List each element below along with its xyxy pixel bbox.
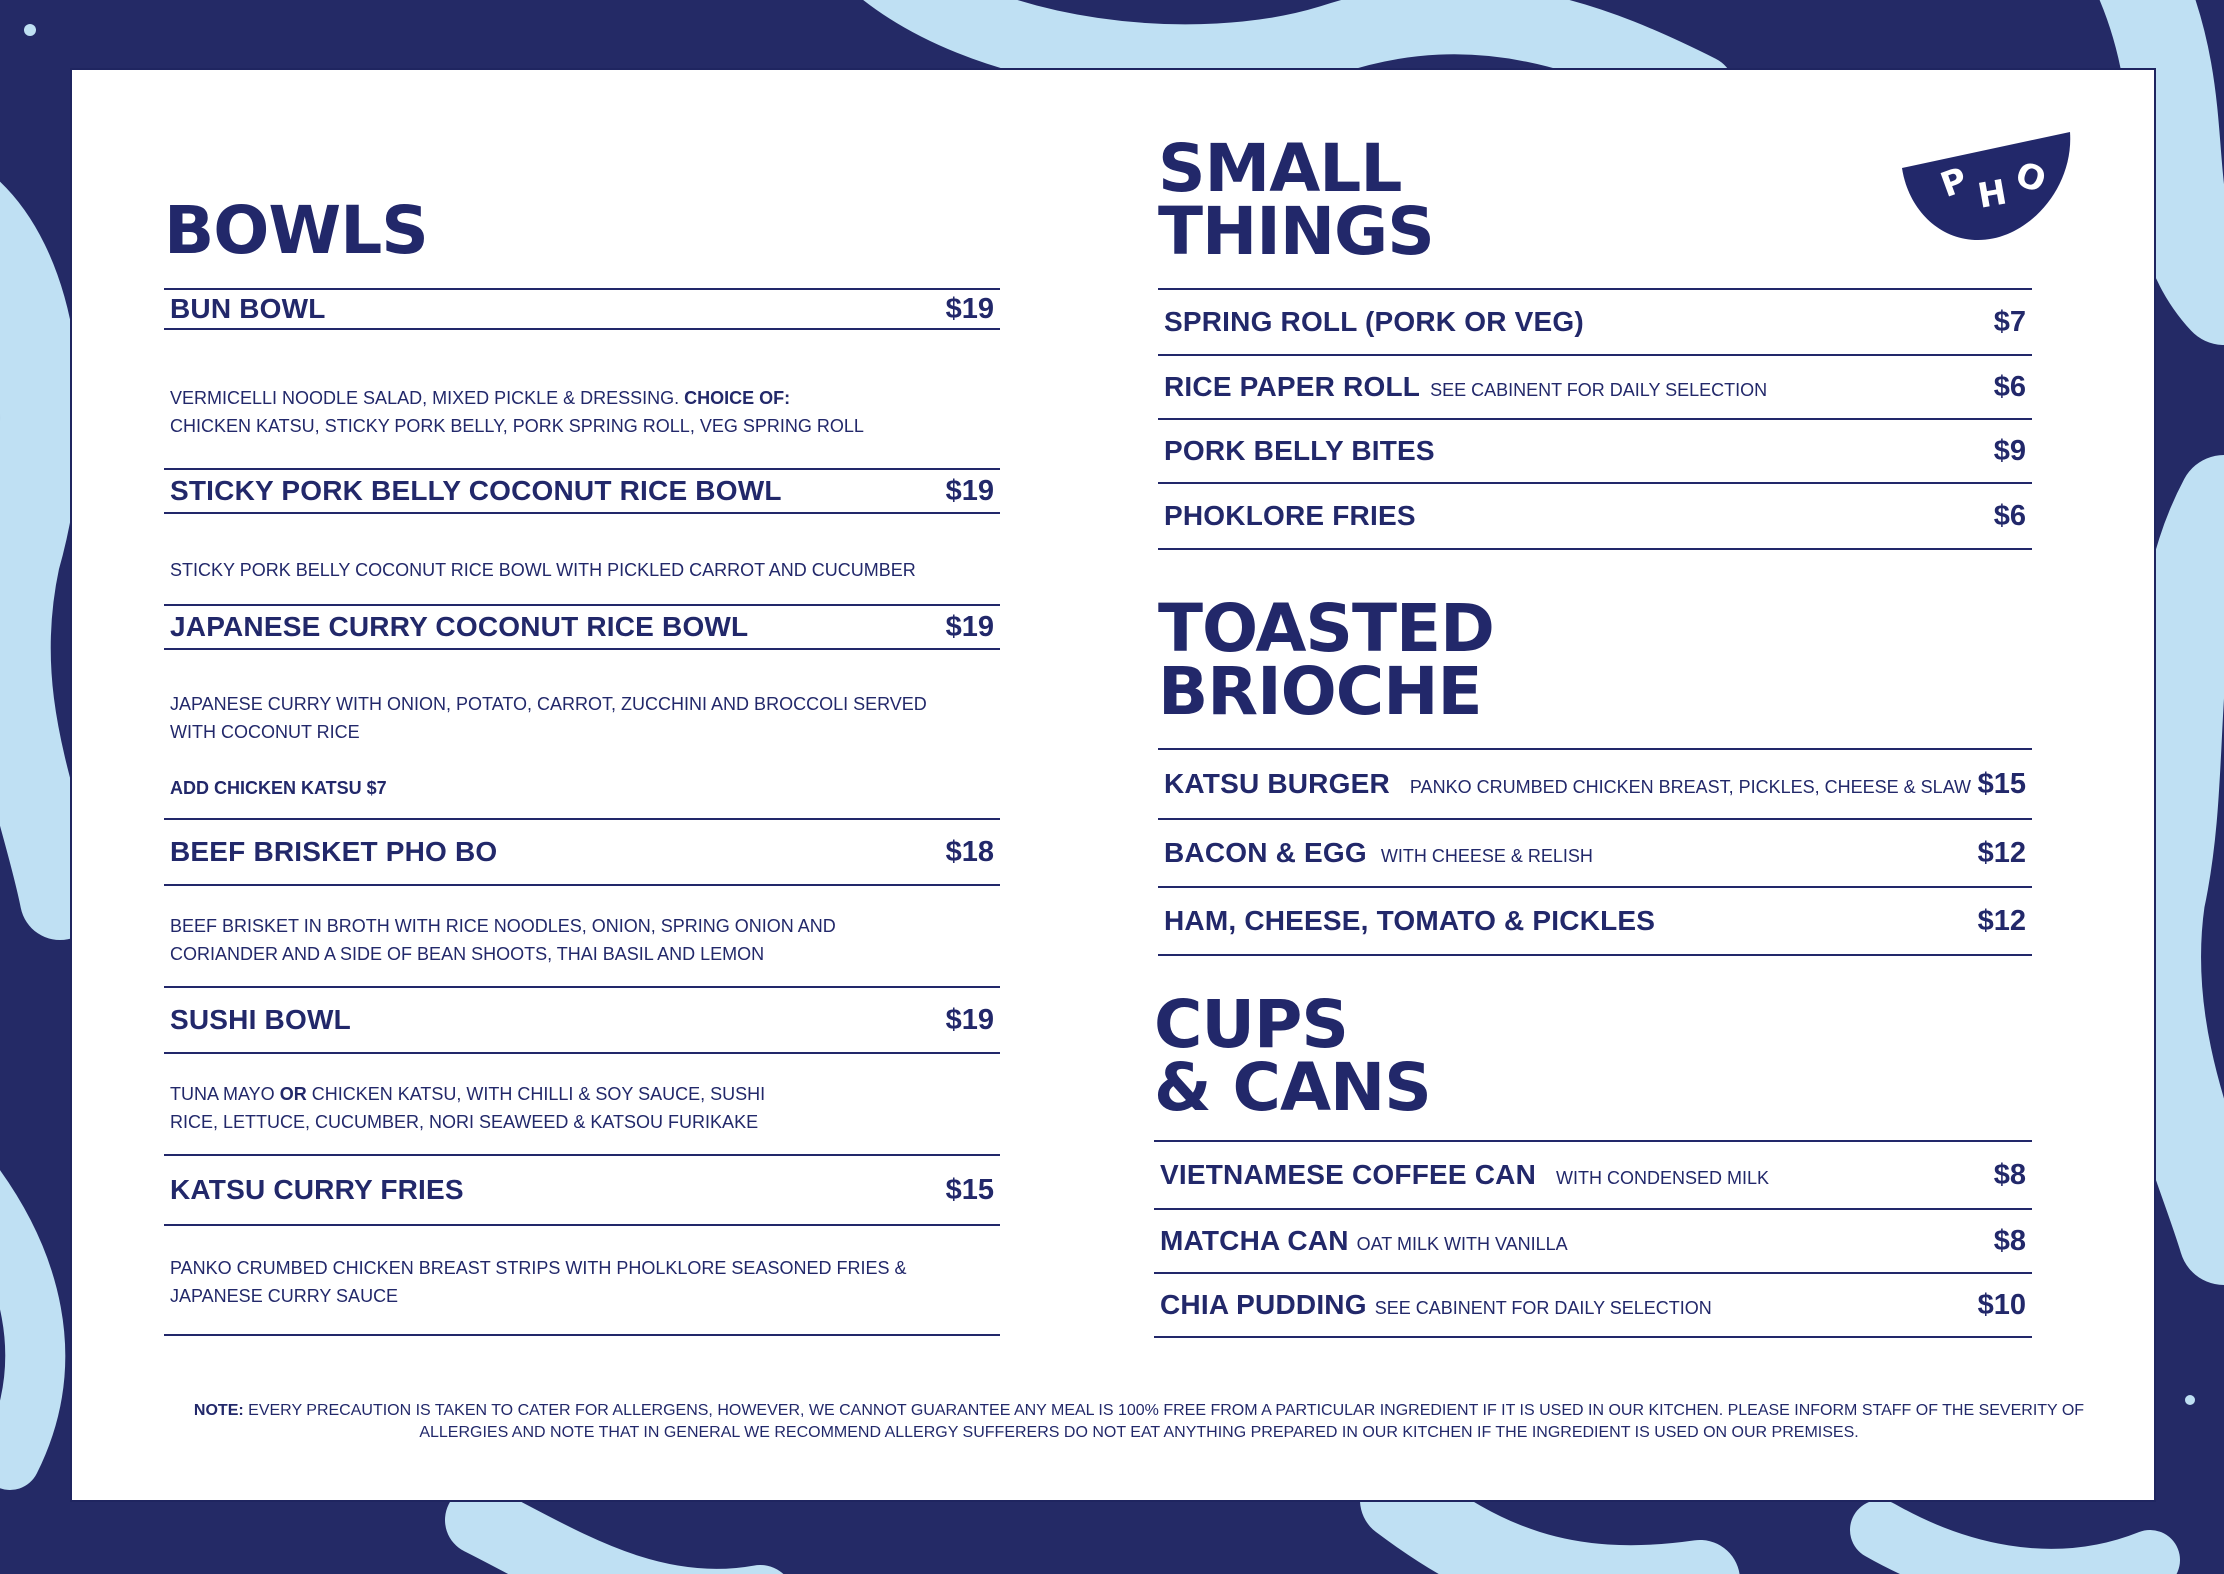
title-line: & CANS bbox=[1154, 1048, 1431, 1126]
menu-item-pork-belly-bites bbox=[1158, 420, 2032, 484]
addon-text: ADD CHICKEN KATSU $7 bbox=[170, 778, 387, 798]
title-line: THINGS bbox=[1158, 192, 1434, 270]
desc-bold: OR bbox=[279, 1084, 307, 1104]
allergen-note bbox=[164, 1400, 2114, 1444]
item-price: $8 bbox=[1993, 1158, 2026, 1191]
menu-item-phoklore-fries bbox=[1158, 484, 2032, 550]
item-name: STICKY PORK BELLY COCONUT RICE BOWL bbox=[170, 475, 782, 506]
item-price: $12 bbox=[1977, 836, 2026, 869]
item-price: $18 bbox=[945, 835, 994, 868]
desc-text: JAPANESE CURRY WITH ONION, POTATO, CARROT, ZUCCHINI AND BROCCOLI SERVED bbox=[170, 694, 927, 714]
menu-item-ham-cheese bbox=[1158, 888, 2032, 956]
item-name: SPRING ROLL (PORK OR VEG) bbox=[1164, 306, 1584, 337]
note-text: EVERY PRECAUTION IS TAKEN TO CATER FOR ALLERGENS, HOWEVER, WE CANNOT GUARANTEE ANY MEAL IS 100% FREE FROM A PARTICULAR INGREDIENT IF IT IS USED IN OUR KITCHEN. PLEASE INFORM STAFF OF THE SEVERITY OF bbox=[248, 1402, 2085, 1419]
desc-text: CHICKEN KATSU, STICKY PORK BELLY, PORK SPRING ROLL, VEG SPRING ROLL bbox=[170, 416, 864, 436]
item-price: $15 bbox=[1977, 767, 2026, 800]
title-line: BRIOCHE bbox=[1158, 652, 1482, 730]
menu-item-vietnamese-coffee bbox=[1154, 1142, 2032, 1210]
item-subtitle: WITH CONDENSED MILK bbox=[1556, 1168, 1770, 1188]
item-name: JAPANESE CURRY COCONUT RICE BOWL bbox=[170, 611, 749, 642]
menu-item-bun-bowl bbox=[164, 288, 1000, 330]
item-name: MATCHA CAN bbox=[1160, 1225, 1349, 1256]
item-name: VIETNAMESE COFFEE CAN bbox=[1160, 1159, 1537, 1190]
desc-text: CORIANDER AND A SIDE OF BEAN SHOOTS, THAI BASIL AND LEMON bbox=[170, 944, 765, 964]
title-line: SMALL bbox=[1158, 130, 1402, 207]
toasted-brioche-list bbox=[1158, 748, 2032, 956]
item-name: KATSU BURGER bbox=[1164, 768, 1390, 799]
item-description: STICKY PORK BELLY COCONUT RICE BOWL WITH PICKLED CARROT AND CUCUMBER bbox=[170, 560, 916, 580]
item-subtitle: WITH CHEESE & RELISH bbox=[1380, 846, 1593, 866]
menu-item-chia-pudding bbox=[1154, 1274, 2032, 1338]
item-price: $19 bbox=[945, 292, 994, 325]
menu-item-rice-paper-roll bbox=[1158, 356, 2032, 420]
item-description bbox=[164, 690, 1012, 802]
item-price: $15 bbox=[945, 1173, 994, 1206]
item-price: $6 bbox=[1993, 370, 2026, 403]
item-price: $19 bbox=[945, 1003, 994, 1036]
desc-text: WITH COCONUT RICE bbox=[170, 722, 360, 742]
desc-text: PANKO CRUMBED CHICKEN BREAST STRIPS WITH PHOLKLORE SEASONED FRIES & bbox=[170, 1258, 907, 1278]
title-line: CUPS bbox=[1154, 986, 1348, 1063]
item-name: PHOKLORE FRIES bbox=[1164, 500, 1416, 531]
item-price: $6 bbox=[1993, 499, 2026, 532]
item-subtitle: OAT MILK WITH VANILLA bbox=[1356, 1234, 1568, 1254]
menu-item-katsu-burger bbox=[1158, 750, 2032, 820]
item-subtitle: SEE CABINENT FOR DAILY SELECTION bbox=[1430, 380, 1768, 400]
item-price: $8 bbox=[1993, 1224, 2026, 1257]
desc-bold: CHOICE OF: bbox=[684, 388, 791, 408]
cups-cans-title bbox=[1154, 986, 1431, 1126]
small-things-list bbox=[1158, 288, 2032, 550]
desc-text: TUNA MAYO bbox=[170, 1084, 275, 1104]
item-price: $19 bbox=[945, 474, 994, 507]
item-subtitle: PANKO CRUMBED CHICKEN BREAST, PICKLES, CHEESE & SLAW bbox=[1409, 777, 1972, 797]
pho-logo-badge bbox=[1898, 128, 2074, 244]
item-description bbox=[164, 1254, 1012, 1310]
toasted-brioche-title bbox=[1158, 590, 1494, 730]
item-price: $9 bbox=[1993, 434, 2026, 467]
menu-item-sticky-pork-belly bbox=[164, 468, 1000, 514]
menu-item-japanese-curry bbox=[164, 604, 1000, 650]
item-name: BACON & EGG bbox=[1164, 837, 1367, 868]
item-name: BUN BOWL bbox=[170, 293, 326, 324]
menu-item-sushi-bowl bbox=[164, 986, 1000, 1054]
note-text: ALLERGIES AND NOTE THAT IN GENERAL WE RECOMMEND ALLERGY SUFFERERS DO NOT EAT ANYTHING PREPARED IN OUR KITCHEN IF THE INGREDIENT IS USED ON OUR PREMISES. bbox=[419, 1424, 1859, 1441]
item-name: BEEF BRISKET PHO BO bbox=[170, 836, 498, 867]
desc-text: VERMICELLI NOODLE SALAD, MIXED PICKLE & DRESSING. bbox=[170, 388, 680, 408]
bowls-bottom-rule bbox=[164, 1334, 1000, 1336]
desc-text: BEEF BRISKET IN BROTH WITH RICE NOODLES, ONION, SPRING ONION AND bbox=[170, 916, 836, 936]
menu-item-spring-roll bbox=[1158, 290, 2032, 356]
desc-text: CHICKEN KATSU, WITH CHILLI & SOY SAUCE, SUSHI bbox=[311, 1084, 766, 1104]
item-description bbox=[164, 912, 1012, 968]
menu-item-beef-brisket-pho bbox=[164, 818, 1000, 886]
title-line: TOASTED bbox=[1158, 590, 1494, 667]
menu-item-matcha-can bbox=[1154, 1210, 2032, 1274]
item-description bbox=[164, 384, 1012, 440]
badge-letter-p: P bbox=[1935, 159, 1973, 206]
bowls-title: BOWLS bbox=[164, 192, 428, 269]
desc-text: JAPANESE CURRY SAUCE bbox=[170, 1286, 399, 1306]
item-name: PORK BELLY BITES bbox=[1164, 435, 1435, 466]
item-name: CHIA PUDDING bbox=[1160, 1289, 1367, 1320]
menu-item-katsu-curry-fries bbox=[164, 1154, 1000, 1226]
item-name: KATSU CURRY FRIES bbox=[170, 1174, 464, 1205]
item-description bbox=[164, 1080, 1012, 1136]
item-name: RICE PAPER ROLL bbox=[1164, 371, 1421, 402]
item-name: HAM, CHEESE, TOMATO & PICKLES bbox=[1164, 905, 1656, 936]
note-label: NOTE: bbox=[193, 1402, 244, 1419]
badge-letter-h: H bbox=[1974, 172, 2010, 217]
item-name: SUSHI BOWL bbox=[170, 1004, 351, 1035]
badge-letter-o: O bbox=[2010, 154, 2052, 202]
item-price: $12 bbox=[1977, 904, 2026, 937]
small-things-title bbox=[1158, 130, 1434, 270]
menu-item-bacon-egg bbox=[1158, 820, 2032, 888]
item-subtitle: SEE CABINENT FOR DAILY SELECTION bbox=[1374, 1298, 1712, 1318]
item-price: $10 bbox=[1977, 1288, 2026, 1321]
menu-card bbox=[70, 68, 2156, 1502]
item-price: $19 bbox=[945, 610, 994, 643]
cups-cans-list bbox=[1154, 1140, 2032, 1338]
desc-text: RICE, LETTUCE, CUCUMBER, NORI SEAWEED & KATSOU FURIKAKE bbox=[170, 1112, 759, 1132]
item-price: $7 bbox=[1993, 305, 2026, 338]
